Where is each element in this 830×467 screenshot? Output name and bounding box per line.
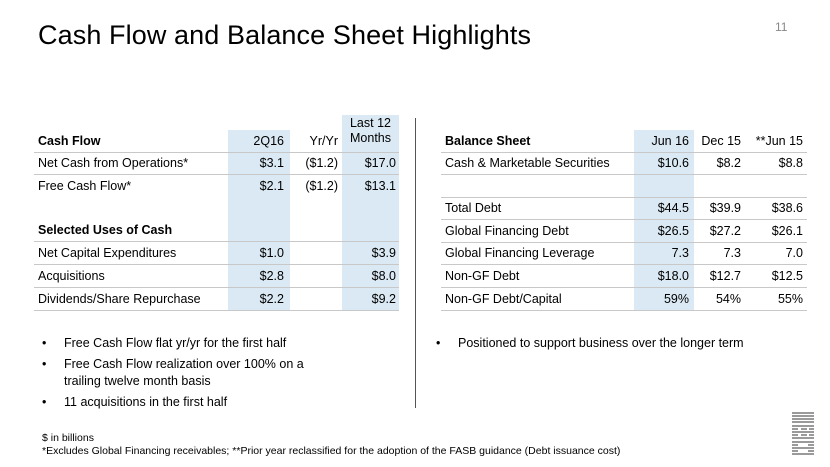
balance-sheet-header-row [441, 130, 807, 153]
table-row: Dividends/Share Repurchase $2.2 $9.2 [34, 288, 399, 311]
balance-sheet-table [441, 130, 807, 311]
selected-uses-header-row [34, 219, 399, 242]
balance-sheet-col1-header: Jun 16 [651, 134, 689, 148]
cash-flow-col2-header: Yr/Yr [309, 134, 338, 148]
cash-flow-col1-header: 2Q16 [253, 134, 284, 148]
left-bullet-list [34, 335, 334, 415]
table-row: Net Cash from Operations* $3.1 ($1.2) $17.0 [34, 152, 399, 175]
table-row: Global Financing Debt $26.5 $27.2 $26.1 [441, 220, 807, 243]
cash-flow-col3-header: Last 12 Months [349, 116, 391, 145]
balance-sheet-header-label: Balance Sheet [445, 134, 531, 148]
vertical-divider [415, 118, 416, 408]
cash-flow-table [34, 116, 399, 311]
page-number: 11 [775, 20, 788, 34]
table-row [441, 175, 807, 198]
table-row: Global Financing Leverage 7.3 7.3 7.0 [441, 242, 807, 265]
table-row: Acquisitions $2.8 $8.0 [34, 265, 399, 288]
table-row: Net Capital Expenditures $1.0 $3.9 [34, 242, 399, 265]
list-item: • 11 acquisitions in the first half [42, 395, 228, 409]
table-row: Cash & Marketable Securities $10.6 $8.2 $8.8 [441, 152, 807, 175]
list-item: • Free Cash Flow flat yr/yr for the first half [42, 336, 287, 350]
list-item: • Free Cash Flow realization over 100% on a trailing twelve month basis [42, 357, 304, 388]
footnote-notes: *Excludes Global Financing receivables; **Prior year reclassified for the adoption of the FASB guidance (Debt issuance cost) [42, 445, 621, 457]
table-row: Free Cash Flow* $2.1 ($1.2) $13.1 [38, 179, 396, 193]
balance-sheet-col3-header: **Jun 15 [755, 134, 803, 148]
page-title: Cash Flow and Balance Sheet Highlights [38, 20, 532, 50]
ibm-logo-icon [792, 412, 814, 458]
balance-sheet-col2-header: Dec 15 [701, 134, 741, 148]
cash-flow-header-row [34, 130, 399, 153]
footnote-units: $ in billions [42, 432, 94, 444]
selected-uses-header: Selected Uses of Cash [38, 223, 173, 237]
list-item: • Positioned to support business over the longer term [436, 336, 744, 350]
cash-flow-header-label: Cash Flow [38, 134, 101, 148]
table-row: Non-GF Debt/Capital 59% 54% 55% [441, 288, 807, 311]
right-bullet-list [428, 335, 808, 356]
table-row: Total Debt $44.5 $39.9 $38.6 [441, 197, 807, 220]
table-row: Non-GF Debt $18.0 $12.7 $12.5 [441, 265, 807, 288]
